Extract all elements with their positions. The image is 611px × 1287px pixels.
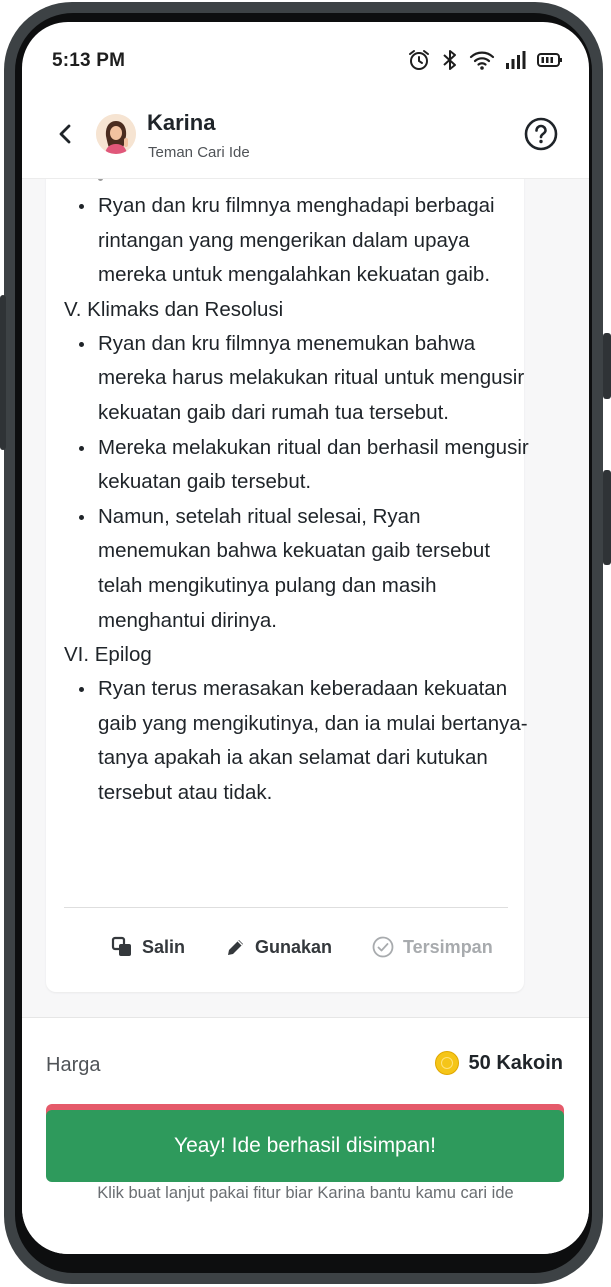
status-bar [22, 22, 589, 102]
price-amount: 50 Kakoin [468, 1051, 563, 1074]
battery-icon [537, 51, 563, 69]
power-button [603, 333, 611, 399]
phone-screen [22, 22, 589, 1254]
help-icon[interactable] [523, 116, 559, 152]
bluetooth-icon [441, 48, 459, 72]
status-icons [407, 48, 563, 72]
story-outline [66, 189, 536, 811]
signal-icon [505, 50, 527, 70]
price-value [435, 1051, 563, 1075]
list-item: Ryan dan kru filmnya menghadapi berbagai rintangan yang mengerikan dalam upaya mereka untuk mengalahkan kekuatan gaib. [66, 189, 536, 293]
saved-label: Tersimpan [403, 936, 493, 957]
copy-icon [111, 936, 133, 958]
agent-role: Teman Cari Ide [148, 144, 250, 161]
back-button[interactable] [52, 120, 80, 148]
copy-label: Salin [142, 936, 186, 957]
chat-header [22, 102, 589, 179]
side-button [603, 470, 611, 565]
list-item: Mereka melakukan ritual dan berhasil mengusir kekuatan gaib tersebut. [66, 431, 536, 500]
chat-content[interactable] [22, 179, 589, 1017]
card-divider [64, 907, 508, 908]
cta-area [46, 1104, 564, 1182]
section-heading: V. Klimaks dan Resolusi [64, 297, 284, 321]
list-item: Ryan dan kru filmnya menemukan bahwa mereka harus melakukan ritual untuk mengusir kekuatan gaib dari rumah tua tersebut. [66, 327, 536, 431]
section-heading: VI. Epilog [64, 643, 152, 667]
wifi-icon [469, 49, 495, 71]
price-label: Harga [46, 1054, 101, 1076]
volume-button [0, 295, 6, 450]
check-circle-icon [372, 936, 394, 958]
use-button[interactable] [226, 927, 332, 967]
saved-toast-button[interactable]: Yeay! Ide berhasil disimpan! [46, 1110, 564, 1182]
clipped-bullet [98, 179, 106, 181]
agent-name: Karina [147, 110, 216, 135]
hint-text: Klik buat lanjut pakai fitur biar Karina bantu kamu cari ide [97, 1184, 514, 1202]
list-item: Ryan terus merasakan keberadaan kekuatan gaib yang mengikutinya, dan ia mulai bertanya-tanya apakah ia akan selamat dari kutukan tersebut atau tidak. [66, 672, 536, 810]
use-label: Gunakan [255, 936, 333, 957]
pencil-icon [226, 937, 246, 957]
coin-icon [435, 1051, 459, 1075]
alarm-icon [407, 48, 431, 72]
price-footer [22, 1017, 589, 1254]
message-actions [22, 927, 589, 967]
saved-button[interactable] [372, 927, 493, 967]
status-time: 5:13 PM [52, 50, 126, 71]
copy-button[interactable] [111, 927, 185, 967]
list-item: Namun, setelah ritual selesai, Ryan menemukan bahwa kekuatan gaib tersebut telah mengikutinya pulang dan masih menghantui dirinya. [66, 500, 536, 638]
avatar [96, 114, 136, 154]
